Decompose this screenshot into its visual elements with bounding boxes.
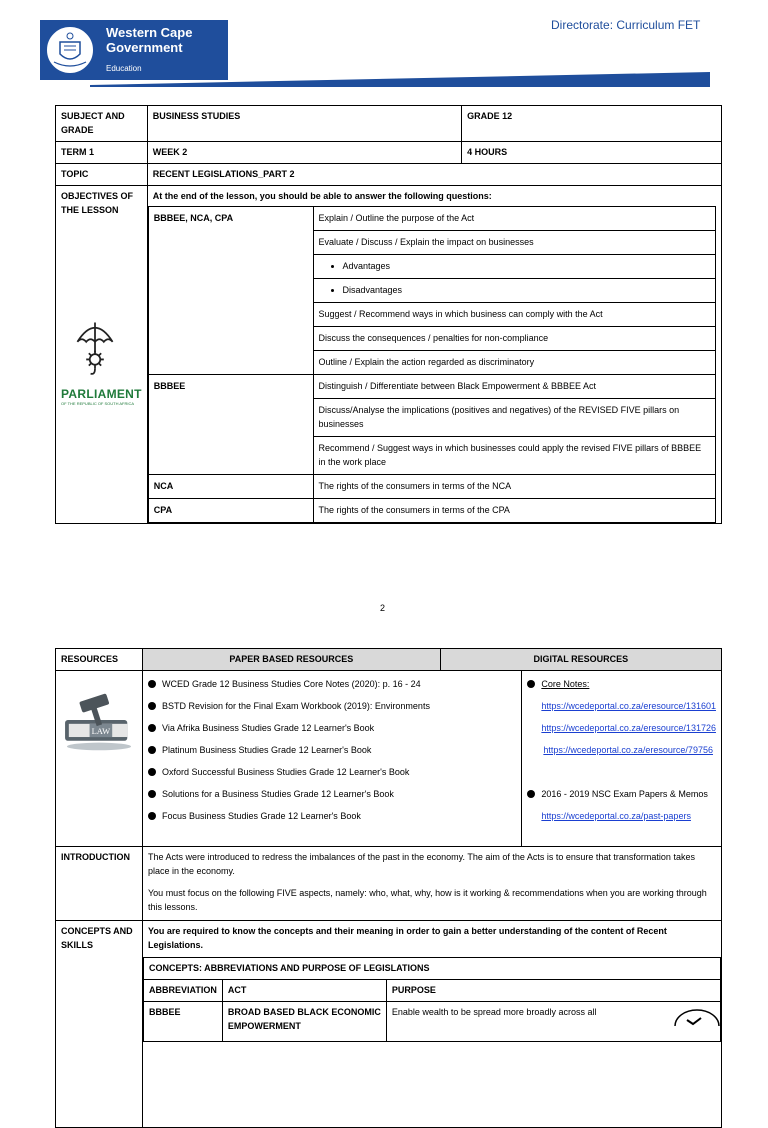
bullet-icon (148, 768, 156, 776)
term-label: TERM 1 (56, 142, 148, 164)
concepts-content (143, 921, 722, 1128)
digital-resources-cell (522, 671, 722, 847)
paper-resource-text: BSTD Revision for the Final Exam Workbook (2019): Environments (162, 701, 430, 711)
bullet-icon (527, 680, 535, 688)
objective-item: Suggest / Recommend ways in which business can comply with the Act (313, 303, 715, 327)
objective-item: Evaluate / Discuss / Explain the impact on businesses (313, 231, 715, 255)
col-abbreviation: ABBREVIATION (144, 980, 223, 1002)
objectives-intro: At the end of the lesson, you should be able to answer the following questions: (152, 191, 492, 201)
paper-resource-item (148, 717, 516, 739)
concept-purpose: Enable wealth to be spread more broadly across all (386, 1002, 720, 1042)
paper-resources-cell (143, 671, 522, 847)
digital-link-item (527, 805, 716, 827)
bullet-icon (148, 680, 156, 688)
introduction-content (143, 847, 722, 921)
parliament-logo-text: PARLIAMENT (61, 387, 142, 401)
paper-resource-text: Via Afrika Business Studies Grade 12 Learner's Book (162, 723, 375, 733)
digital-link-item (527, 739, 716, 761)
bullet-icon (148, 812, 156, 820)
digital-link-item (527, 695, 716, 717)
bullet-icon (148, 702, 156, 710)
law-gavel-image (61, 688, 137, 754)
bullet-icon (148, 724, 156, 732)
logo-subtitle: Education (106, 64, 142, 73)
act-group-all: BBBEE, NCA, CPA (148, 207, 313, 375)
paper-resources-header: PAPER BASED RESOURCES (143, 649, 441, 671)
paper-resource-item (148, 673, 516, 695)
digital-resources-list (527, 673, 716, 827)
concepts-title: CONCEPTS: ABBREVIATIONS AND PURPOSE OF LEGISLATIONS (144, 958, 721, 980)
introduction-paragraph-1: The Acts were introduced to redress the imbalances of the past in the economy. The aim of the Acts is to ensure that transformation takes place in the economy. (148, 852, 695, 876)
introduction-label: INTRODUCTION (56, 847, 143, 921)
paper-resource-text: Oxford Successful Business Studies Grade 12 Learner's Book (162, 767, 410, 777)
lesson-table (55, 105, 722, 524)
act-group-nca: NCA (148, 475, 313, 499)
concepts-table (143, 957, 721, 1042)
objectives-content (147, 186, 721, 524)
digital-link-item (527, 717, 716, 739)
page-number: 2 (380, 603, 386, 613)
concepts-label: CONCEPTS AND SKILLS (56, 921, 143, 1128)
objective-item: Discuss/Analyse the implications (positives and negatives) of the REVISED FIVE pillars on businesses (313, 399, 715, 437)
objective-item: Discuss the consequences / penalties for non-compliance (313, 327, 715, 351)
act-group-cpa: CPA (148, 499, 313, 523)
bullet-icon (148, 746, 156, 754)
paper-resources-list (148, 673, 516, 827)
logo-title: Western Cape Government (106, 25, 193, 55)
paper-resource-text: Solutions for a Business Studies Grade 12 Learner's Book (162, 789, 394, 799)
grade-value: GRADE 12 (462, 106, 722, 142)
eresource-link-131601[interactable]: https://wcedeportal.co.za/eresource/131601 (541, 701, 716, 711)
paper-resource-text: Focus Business Studies Grade 12 Learner's Book (162, 811, 361, 821)
hours-value: 4 HOURS (462, 142, 722, 164)
concepts-intro: You are required to know the concepts and their meaning in order to gain a better understanding of the content of Recent Legislations. (148, 926, 667, 950)
objective-bullet (313, 279, 715, 303)
objective-item: Recommend / Suggest ways in which businesses could apply the revised FIVE pillars of BBBEE in the work place (313, 437, 715, 475)
act-group-bbbee: BBBEE (148, 375, 313, 475)
topic-label: TOPIC (56, 164, 148, 186)
paper-resource-text: Platinum Business Studies Grade 12 Learner's Book (162, 745, 372, 755)
objective-item: The rights of the consumers in terms of the CPA (313, 499, 715, 523)
objective-advantages: • Advantages (343, 259, 710, 273)
resources-table (55, 648, 722, 1128)
objective-item: Distinguish / Differentiate between Black Empowerment & BBBEE Act (313, 375, 715, 399)
law-image-cell (56, 671, 143, 847)
eresource-link-79756[interactable]: https://wcedeportal.co.za/eresource/79756 (543, 745, 713, 755)
week-value: WEEK 2 (147, 142, 461, 164)
digital-spacer (527, 761, 716, 783)
parliament-logo-sub: OF THE REPUBLIC OF SOUTH AFRICA (61, 401, 135, 406)
paper-resource-item (148, 805, 516, 827)
col-act: ACT (222, 980, 386, 1002)
objectives-label: OBJECTIVES OF THE LESSON (61, 191, 134, 215)
concept-abbr: BBBEE (144, 1002, 223, 1042)
objective-item: Explain / Outline the purpose of the Act (313, 207, 715, 231)
objectives-cell (56, 186, 148, 524)
objective-disadvantages: • Disadvantages (343, 283, 710, 297)
past-papers-link[interactable]: https://wcedeportal.co.za/past-papers (541, 811, 691, 821)
objective-item: The rights of the consumers in terms of the NCA (313, 475, 715, 499)
paper-resource-item (148, 695, 516, 717)
umbrella-gear-icon (73, 317, 117, 379)
digital-exam-item (527, 783, 716, 805)
corner-emblem-icon (672, 1006, 722, 1026)
objective-bullet (313, 255, 715, 279)
bullet-icon (148, 790, 156, 798)
resources-label: RESOURCES (56, 649, 143, 671)
digital-core-notes (527, 673, 716, 695)
subject-label: SUBJECT AND GRADE (56, 106, 148, 142)
objective-item: Outline / Explain the action regarded as discriminatory (313, 351, 715, 375)
introduction-paragraph-2: You must focus on the following FIVE aspects, namely: who, what, why, how is it working & recommendations when you are working through this lessons. (148, 888, 707, 912)
core-notes-label: Core Notes: (541, 679, 590, 689)
digital-resources-header: DIGITAL RESOURCES (440, 649, 721, 671)
bullet-icon (527, 790, 535, 798)
paper-resource-text: WCED Grade 12 Business Studies Core Notes (2020): p. 16 - 24 (162, 679, 421, 689)
topic-value: RECENT LEGISLATIONS_PART 2 (147, 164, 721, 186)
header-swoosh (90, 72, 710, 87)
paper-resource-item (148, 783, 516, 805)
eresource-link-131726[interactable]: https://wcedeportal.co.za/eresource/131726 (541, 723, 716, 733)
col-purpose: PURPOSE (386, 980, 720, 1002)
subject-value: BUSINESS STUDIES (147, 106, 461, 142)
law-text: LAW (91, 726, 111, 737)
directorate-label: Directorate: Curriculum FET (551, 18, 701, 32)
exam-papers-label: 2016 - 2019 NSC Exam Papers & Memos (541, 789, 708, 799)
paper-resource-item (148, 739, 516, 761)
coat-of-arms-icon (44, 24, 96, 76)
objectives-table (148, 206, 716, 523)
paper-resource-item (148, 761, 516, 783)
concept-act: BROAD BASED BLACK ECONOMIC EMPOWERMENT (222, 1002, 386, 1042)
